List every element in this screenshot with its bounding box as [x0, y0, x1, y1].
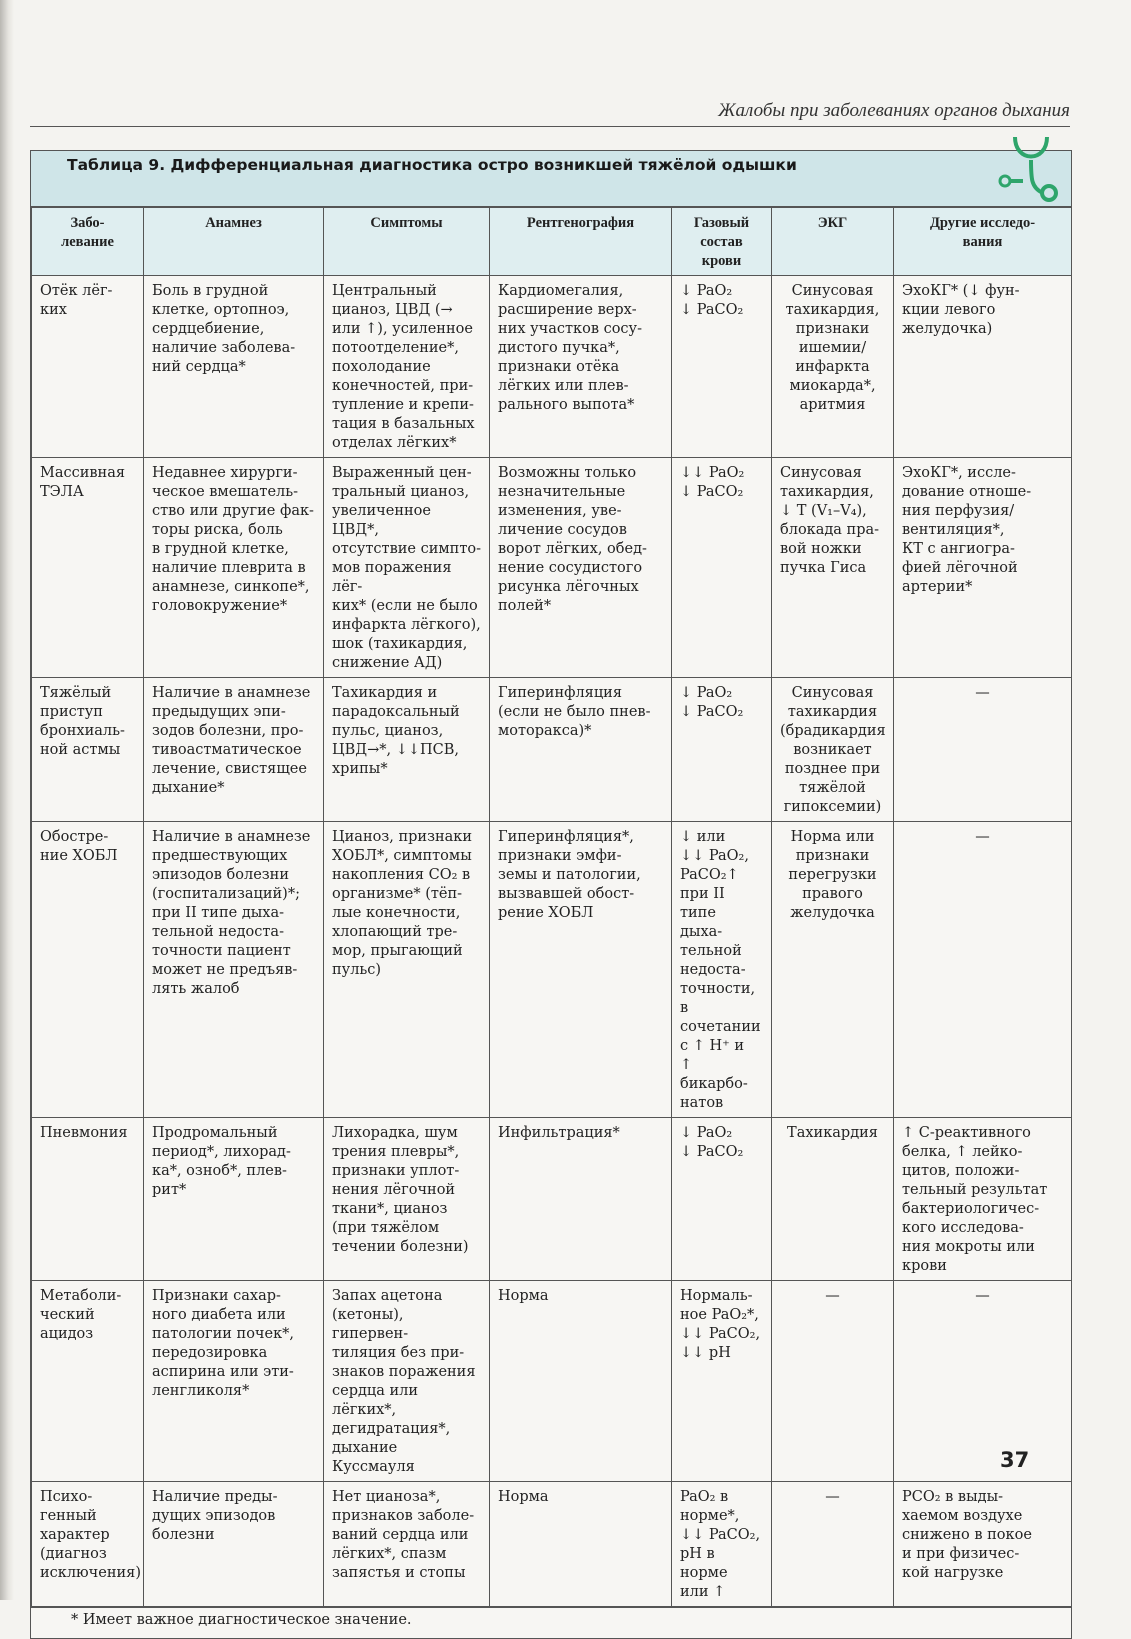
cell-anamnesis: Недавнее хирурги- ческое вмешатель- ство или другие фак- торы риска, боль в грудной клетке, наличие плеврита в анамнезе, синкопе*, головокружение* [144, 458, 324, 678]
cell-anamnesis: Боль в грудной клетке, ортопноэ, сердцебиение, наличие заболева- ний сердца* [144, 276, 324, 458]
cell-other-tests: ↑ С-реактивного белка, ↑ лейко- цитов, положи- тельный результат бактериологичес- кого исследова- ния мокроты или крови [894, 1118, 1072, 1281]
cell-blood-gas: ↓ PaO₂ ↓ PaCO₂ [672, 276, 772, 458]
cell-disease: Массивная ТЭЛА [32, 458, 144, 678]
cell-other-tests: — [894, 1281, 1072, 1482]
cell-disease: Тяжёлый приступ бронхиаль- ной астмы [32, 678, 144, 822]
cell-anamnesis: Наличие в анамнезе предшествующих эпизодов болезни (госпитализаций)*; при II типе дыха- тельной недоста- точности пациент может не предъяв- лять жалоб [144, 822, 324, 1118]
header-rule [30, 126, 1070, 127]
header-blood-gas: Газовый состав крови [672, 208, 772, 276]
table-title-bar [31, 151, 1071, 207]
cell-other-tests: — [894, 678, 1072, 822]
header-other-tests: Другие исследо- вания [894, 208, 1072, 276]
running-head: Жалобы при заболеваниях органов дыхания [718, 100, 1070, 121]
cell-ecg: Синусовая тахикардия, признаки ишемии/ инфаркта миокарда*, аритмия [772, 276, 894, 458]
cell-xray: Кардиомегалия, расширение верх- них участков сосу- дистого пучка*, признаки отёка лёгких или плев- рального выпота* [490, 276, 672, 458]
header-ecg: ЭКГ [772, 208, 894, 276]
cell-symptoms: Центральный цианоз, ЦВД (→ или ↑), усиленное потоотделение*, похолодание конечностей, при- тупление и крепи- тация в базальных отделах лёгких* [324, 276, 490, 458]
cell-blood-gas: ↓ PaO₂ ↓ PaCO₂ [672, 678, 772, 822]
cell-disease: Обостре- ние ХОБЛ [32, 822, 144, 1118]
cell-disease: Пневмония [32, 1118, 144, 1281]
header-xray: Рентгенография [490, 208, 672, 276]
table-row [32, 1482, 1072, 1607]
cell-xray: Норма [490, 1482, 672, 1607]
cell-disease: Психо- генный характер (диагноз исключения) [32, 1482, 144, 1607]
cell-blood-gas: ↓ или ↓↓ PaO₂, PaCO₂↑ при II типе дыха- тельной недоста- точности, в сочетании с ↑ H⁺ и ↑ бикарбо- натов [672, 822, 772, 1118]
cell-blood-gas: Нормаль- ное PaO₂*, ↓↓ PaCO₂, ↓↓ pH [672, 1281, 772, 1482]
table-footnote: * Имеет важное диагностическое значение. [31, 1607, 1071, 1638]
cell-disease: Отёк лёг- ких [32, 276, 144, 458]
cell-blood-gas: ↓ PaO₂ ↓ PaCO₂ [672, 1118, 772, 1281]
cell-ecg: Норма или признаки перегрузки правого желудочка [772, 822, 894, 1118]
cell-symptoms: Нет цианоза*, признаков заболе- ваний сердца или лёгких*, спазм запястья и стопы [324, 1482, 490, 1607]
cell-xray: Гиперинфляция*, признаки эмфи- земы и патологии, вызвавшей обост- рение ХОБЛ [490, 822, 672, 1118]
cell-other-tests: ЭхоКГ*, иссле- дование отноше- ния перфузия/ вентиляция*, КТ с ангиогра- фией лёгочной артерии* [894, 458, 1072, 678]
cell-symptoms: Запах ацетона (кетоны), гипервен- тиляция без при- знаков поражения сердца или лёгких*, дегидратация*, дыхание Куссмауля [324, 1281, 490, 1482]
cell-anamnesis: Наличие преды- дущих эпизодов болезни [144, 1482, 324, 1607]
cell-xray: Гиперинфляция (если не было пнев- моторакса)* [490, 678, 672, 822]
page-number: 37 [1000, 1448, 1030, 1472]
cell-ecg: — [772, 1281, 894, 1482]
cell-disease: Метаболи- ческий ацидоз [32, 1281, 144, 1482]
cell-xray: Норма [490, 1281, 672, 1482]
cell-anamnesis: Наличие в анамнезе предыдущих эпи- зодов болезни, про- тивоастматическое лечение, свистящее дыхание* [144, 678, 324, 822]
cell-anamnesis: Признаки сахар- ного диабета или патологии почек*, передозировка аспирина или эти- ленгликоля* [144, 1281, 324, 1482]
cell-symptoms: Цианоз, признаки ХОБЛ*, симптомы накопления CO₂ в организме* (тёп- лые конечности, хлопающий тре- мор, прыгающий пульс) [324, 822, 490, 1118]
cell-xray: Инфильтрация* [490, 1118, 672, 1281]
page-gutter-shadow [0, 0, 14, 1600]
header-disease: Забо- левание [32, 208, 144, 276]
diagnosis-table [31, 207, 1072, 1607]
cell-other-tests: PCO₂ в выды- хаемом воздухе снижено в покое и при физичес- кой нагрузке [894, 1482, 1072, 1607]
cell-blood-gas: ↓↓ PaO₂ ↓ PaCO₂ [672, 458, 772, 678]
table-row [32, 678, 1072, 822]
header-anamnesis: Анамнез [144, 208, 324, 276]
table-row [32, 1118, 1072, 1281]
cell-xray: Возможны только незначительные изменения, уве- личение сосудов ворот лёгких, обед- нение сосудистого рисунка лёгочных полей* [490, 458, 672, 678]
cell-ecg: Синусовая тахикардия (брадикардия возникает позднее при тяжёлой гипоксемии) [772, 678, 894, 822]
table-row [32, 458, 1072, 678]
cell-ecg: Синусовая тахикардия, ↓ T (V₁–V₄), блокада пра- вой ножки пучка Гиса [772, 458, 894, 678]
cell-ecg: — [772, 1482, 894, 1607]
cell-blood-gas: PaO₂ в норме*, ↓↓ PaCO₂, pH в норме или ↑ [672, 1482, 772, 1607]
cell-symptoms: Тахикардия и парадоксальный пульс, цианоз, ЦВД→*, ↓↓ПСВ, хрипы* [324, 678, 490, 822]
cell-anamnesis: Продромальный период*, лихорад- ка*, озноб*, плев- рит* [144, 1118, 324, 1281]
table-row [32, 276, 1072, 458]
table-header-row [32, 208, 1072, 276]
cell-symptoms: Лихорадка, шум трения плевры*, признаки уплот- нения лёгочной ткани*, цианоз (при тяжёлом течении болезни) [324, 1118, 490, 1281]
cell-ecg: Тахикардия [772, 1118, 894, 1281]
table-row [32, 1281, 1072, 1482]
table-title: Таблица 9. Дифференциальная диагностика остро возникшей тяжёлой одышки [67, 156, 797, 174]
stethoscope-icon [997, 133, 1063, 203]
cell-other-tests: ЭхоКГ* (↓ фун- кции левого желудочка) [894, 276, 1072, 458]
header-symptoms: Симптомы [324, 208, 490, 276]
diagnosis-table-frame [30, 150, 1072, 1639]
cell-other-tests: — [894, 822, 1072, 1118]
cell-symptoms: Выраженный цен- тральный цианоз, увеличенное ЦВД*, отсутствие симпто- мов поражения лёг- ких* (если не было инфаркта лёгкого), шок (тахикардия, снижение АД) [324, 458, 490, 678]
table-row [32, 822, 1072, 1118]
